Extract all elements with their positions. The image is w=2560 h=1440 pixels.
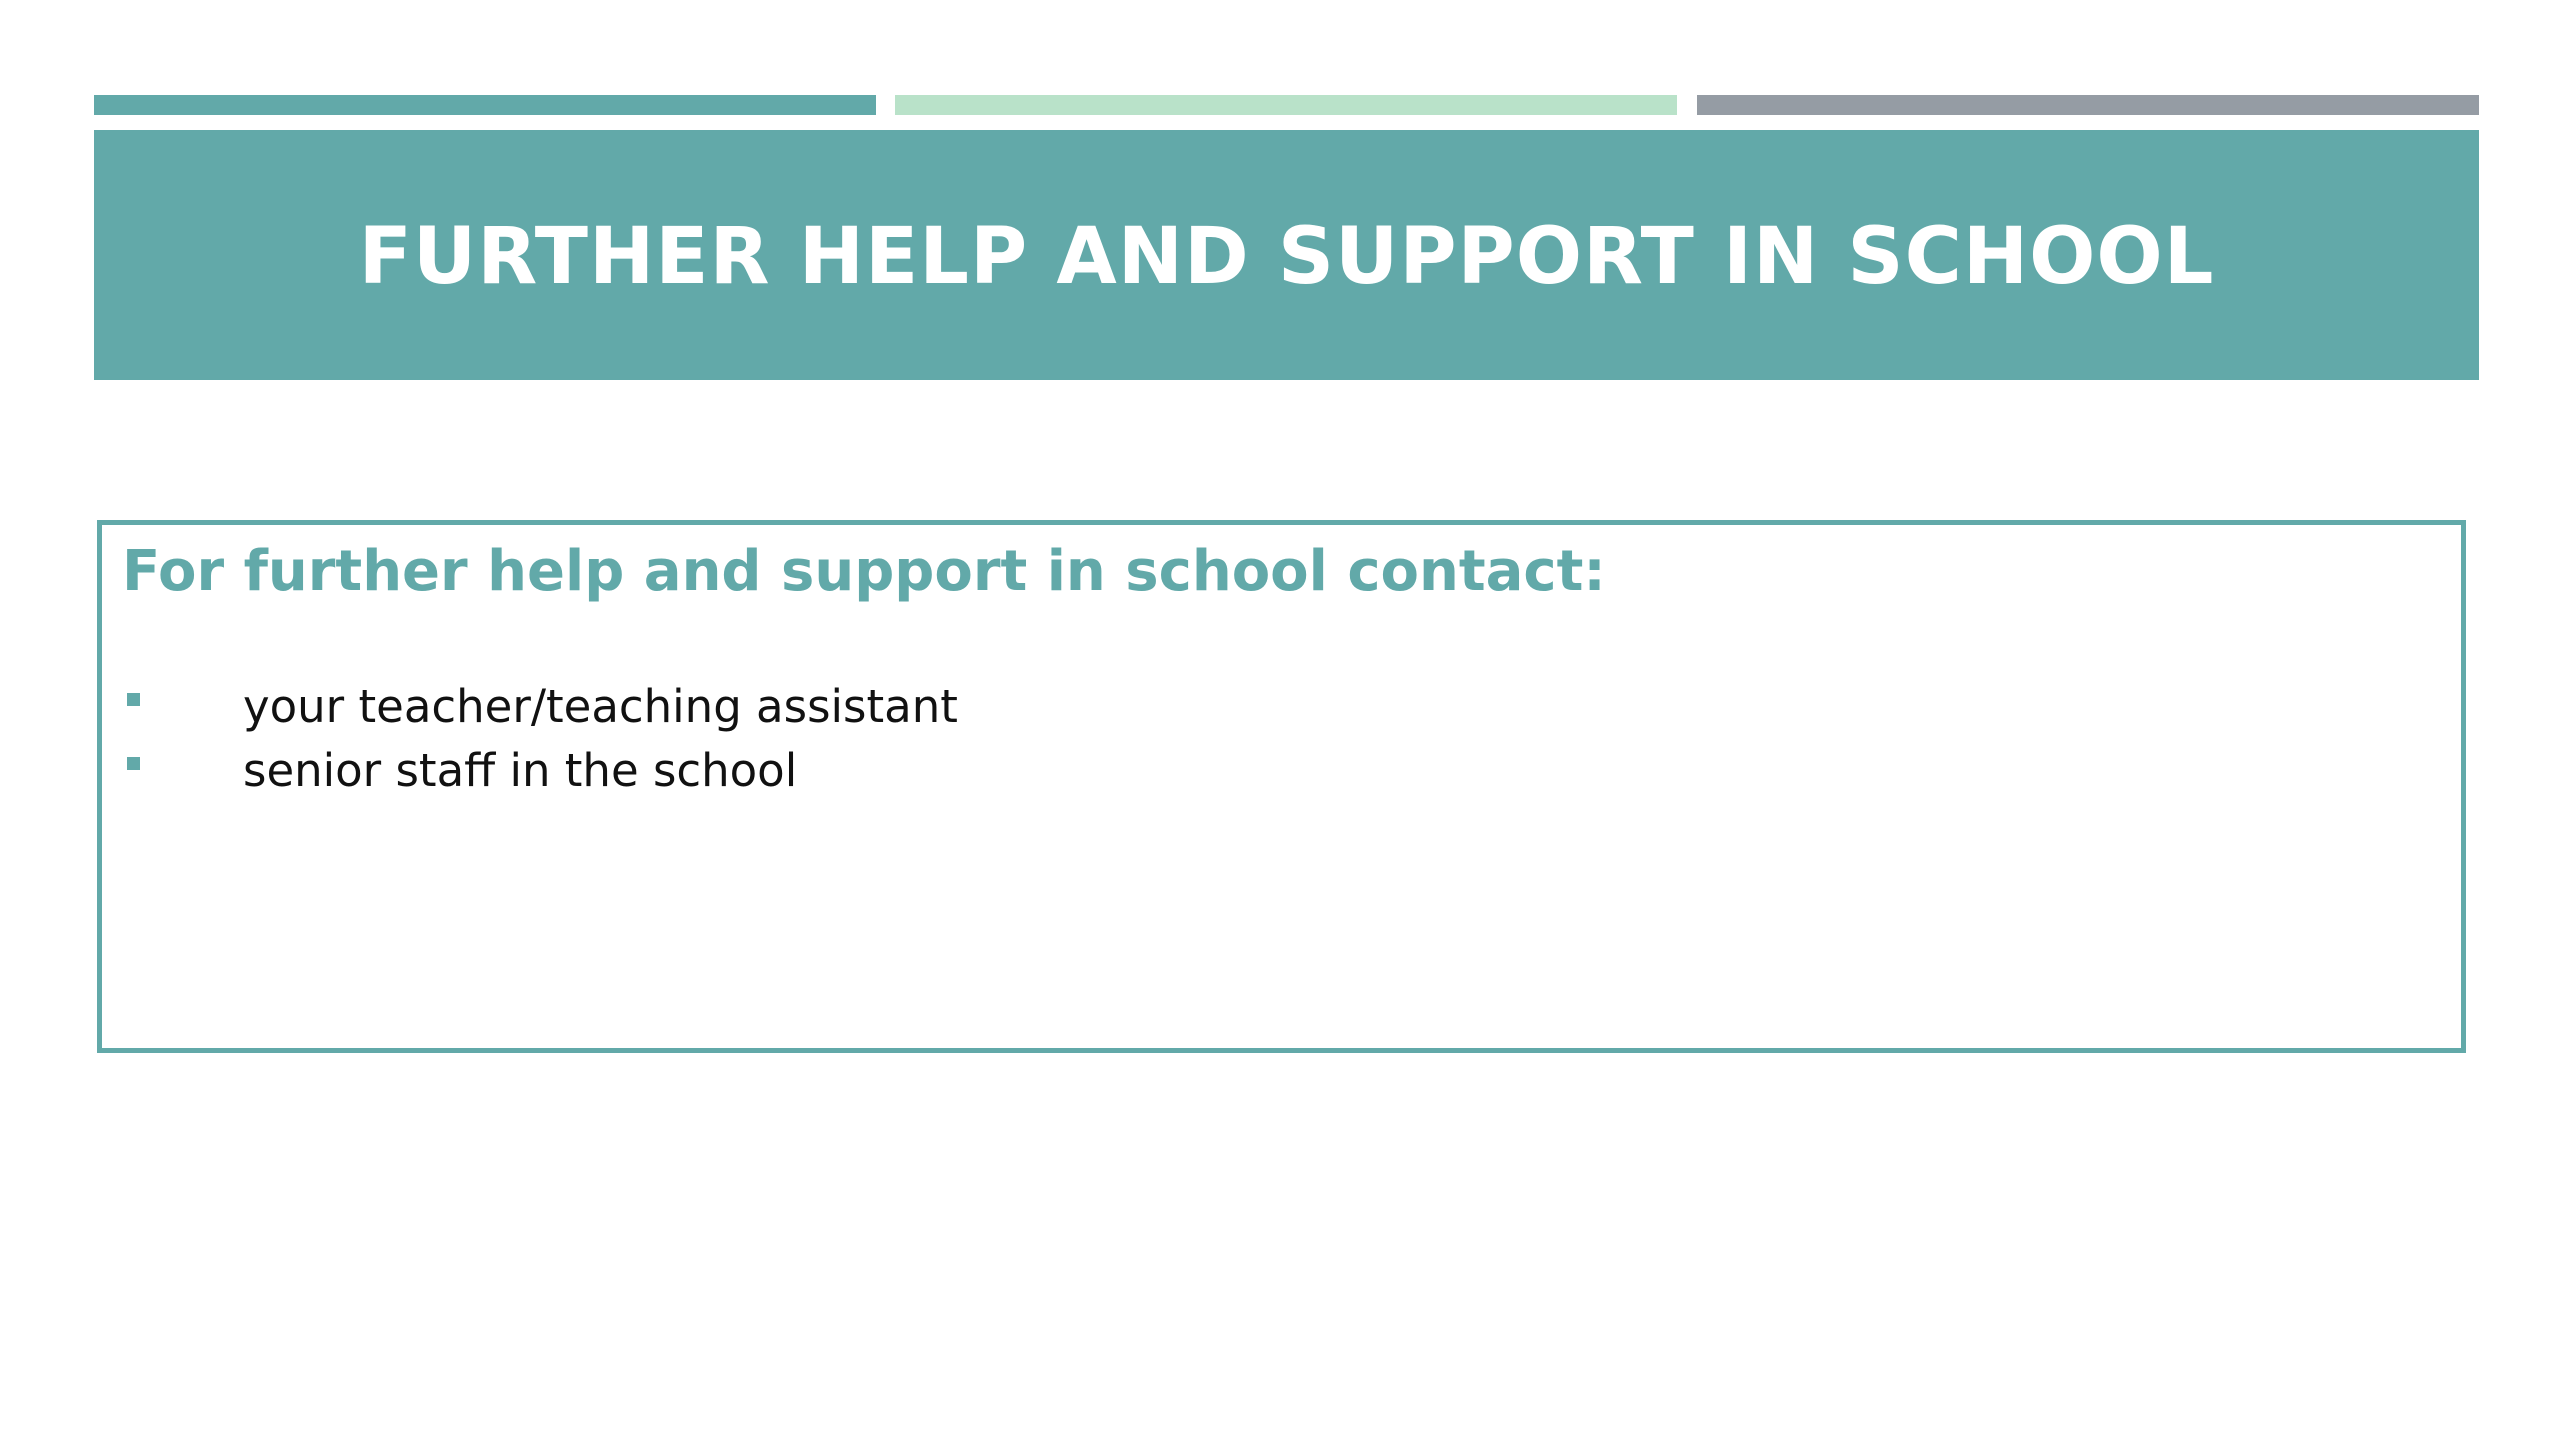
accent-bar-light-green [895, 95, 1677, 115]
bullet-text: your teacher/teaching assistant [243, 680, 958, 733]
content-heading: For further help and support in school contact: [122, 539, 1606, 604]
title-banner [94, 130, 2479, 380]
accent-bar-gray [1697, 95, 2479, 115]
bullet-text: senior staff in the school [243, 744, 798, 797]
content-box [97, 520, 2466, 1053]
slide-title: FURTHER HELP AND SUPPORT IN SCHOOL [358, 212, 2215, 302]
accent-bar-teal [94, 95, 876, 115]
square-bullet-icon [127, 693, 140, 706]
square-bullet-icon [127, 757, 140, 770]
